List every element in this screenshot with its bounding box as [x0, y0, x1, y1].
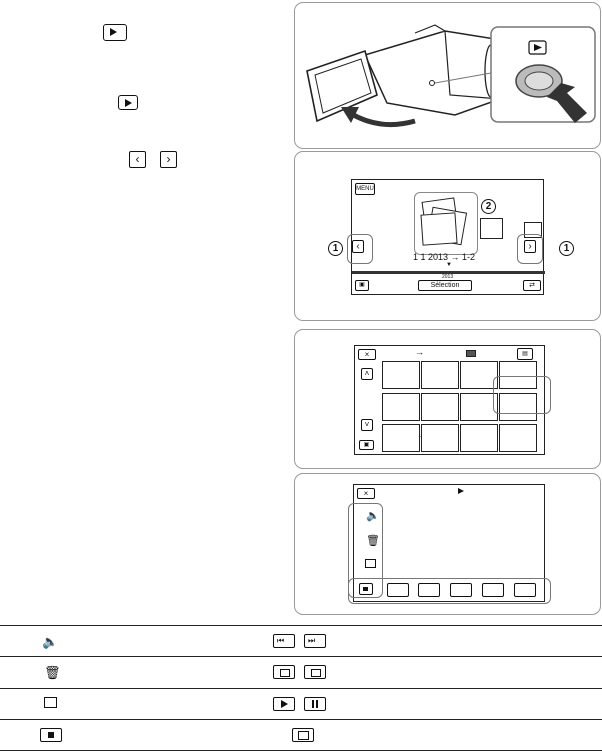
scroll-up-button[interactable]: ˄ — [361, 368, 373, 380]
index-thumbnail[interactable] — [382, 424, 420, 452]
pause-icon — [304, 697, 326, 711]
table-rule — [0, 750, 602, 751]
slideshow-repeat-icon — [292, 728, 314, 742]
fast-forward-icon — [304, 665, 326, 679]
marker-1-right: 1 — [559, 241, 574, 256]
playback-button-icon — [118, 95, 138, 110]
event-thumbnail-stack[interactable] — [416, 194, 476, 252]
event-view-screen — [351, 179, 544, 295]
selection-button[interactable]: Sélection — [418, 280, 472, 291]
index-view-panel — [294, 329, 601, 469]
index-thumbnail[interactable] — [382, 361, 420, 389]
index-thumbnail[interactable] — [499, 424, 537, 452]
stop-icon — [40, 728, 62, 742]
playback-panel — [294, 473, 601, 615]
view-mode-button[interactable]: ▤ — [517, 348, 533, 360]
event-date-range: 1 1 2013 → 1-2 — [413, 252, 476, 262]
camcorder-illustration — [295, 3, 600, 148]
index-thumbnail[interactable] — [460, 424, 498, 452]
selected-thumbnail-highlight — [493, 376, 551, 414]
volume-icon[interactable]: 🔈 — [366, 510, 380, 522]
marker-2: 2 — [481, 199, 496, 214]
event-view-panel — [294, 151, 601, 321]
index-thumbnail[interactable] — [421, 393, 459, 421]
camcorder-panel — [294, 2, 601, 149]
table-rule — [0, 719, 602, 720]
next-event-button[interactable]: › — [524, 240, 536, 253]
index-thumbnail[interactable] — [382, 393, 420, 421]
previous-icon: ⏮ — [273, 634, 295, 648]
volume-icon: 🔈 — [42, 634, 59, 649]
index-thumbnail[interactable] — [421, 361, 459, 389]
close-button[interactable]: × — [358, 349, 376, 360]
menu-button[interactable]: MENU — [355, 183, 375, 195]
rewind-icon — [273, 665, 295, 679]
table-rule — [0, 656, 602, 657]
play-edit-icon — [44, 697, 57, 708]
arrow-top: → — [415, 347, 424, 357]
index-thumbnail[interactable] — [421, 424, 459, 452]
playback-button-icon — [103, 24, 127, 41]
next-icon: ⏭ — [304, 634, 326, 648]
scroll-down-button[interactable]: ˅ — [361, 419, 373, 431]
delete-icon[interactable]: 🗑 — [366, 535, 380, 547]
previous-arrow-icon: ‹ — [129, 151, 146, 168]
bottom-controls-highlight — [348, 578, 551, 604]
previous-event-button[interactable]: ‹ — [352, 240, 364, 253]
view-toggle-button[interactable]: ⇄ — [523, 280, 541, 291]
table-rule — [0, 625, 602, 626]
timeline-year: 2013 — [442, 274, 454, 280]
mode-button[interactable]: ▣ — [359, 440, 374, 450]
timeline-cursor: ▼ — [446, 262, 452, 268]
table-rule — [0, 688, 602, 689]
marker-1-left: 1 — [328, 241, 343, 256]
play-icon — [273, 697, 295, 711]
close-button[interactable]: × — [357, 488, 375, 499]
delete-icon: 🗑 — [44, 665, 61, 680]
mode-button[interactable]: ▣ — [355, 280, 369, 291]
playing-indicator-icon — [458, 488, 464, 494]
next-arrow-icon: › — [160, 151, 177, 168]
event-thumbnail-small[interactable] — [480, 218, 503, 239]
movie-icon — [466, 350, 476, 357]
